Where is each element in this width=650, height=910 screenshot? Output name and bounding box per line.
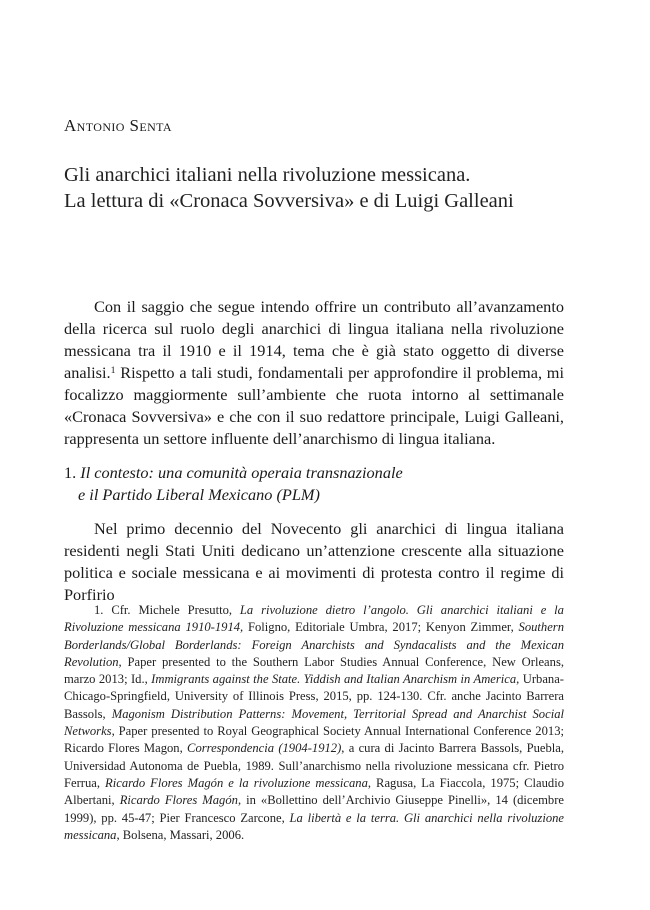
- article-title: [64, 162, 514, 214]
- footnote-citation-title: Magonism Distribution Patterns: Movement, Territorial Spread and Anarchist Social Networks: [64, 706, 564, 739]
- footnote-text: , Bolsena, Massari, 2006.: [116, 827, 245, 842]
- section-title-line-1: Il contesto: una comunità operaia transnazionale: [80, 463, 403, 482]
- footnote-citation-title: Correspondencia (1904-1912): [187, 741, 342, 756]
- section-heading: [64, 462, 403, 506]
- author-name: Antonio Senta: [64, 116, 172, 135]
- footnote-text: , a cura di Jacinto Barrera Bassols, Puebla, Universidad Autonoma de Puebla, 1989. Sull’anarchismo nella rivoluzione messicana cfr. Pietro Ferrua,: [64, 741, 564, 790]
- section-paragraph: Nel primo decennio del Novecento gli anarchici di lingua italiana residenti negli Stati Uniti dedicano un’attenzione crescente alla situazione politica e sociale messicana e ai movimenti di protesta contro il regime di Porfirio: [64, 519, 564, 604]
- footnote-text: Paper presented to the Southern Labor Studies Annual Conference, New Orleans, marzo 2013; Id.,: [64, 654, 564, 687]
- footnote-citation-title: Ricardo Flores Magón: [119, 793, 238, 808]
- footnote-text: , Paper presented to Royal Geographical Society Annual International Conference 2013; Ricardo Flores Magon,: [64, 724, 564, 756]
- footnote-text: 1. Cfr. Michele Presutto,: [94, 603, 240, 617]
- footnote-citation-title: Immigrants against the State. Yiddish and Italian Anarchism in America: [151, 672, 517, 687]
- footnote-citation-title: Southern Borderlands/Global Borderlands: Foreign Anarchists and Syndacalists and the Mexican Revolution,: [64, 620, 565, 669]
- section-title-line-2: e il Partido Liberal Mexicano (PLM): [78, 485, 320, 504]
- intro-paragraph: [64, 296, 564, 450]
- footnote-citation-title: Ricardo Flores Magón e la rivoluzione messicana: [105, 775, 368, 790]
- footnote-text: , Ragusa, La Fiaccola, 1975; Claudio Albertani,: [64, 775, 564, 808]
- footnote: [64, 602, 564, 844]
- footnote-text: Foligno, Editoriale Umbra, 2017; Kenyon Zimmer,: [243, 620, 519, 635]
- intro-text-1: Con il saggio che segue intendo offrire un contributo all’avanzamento della ricerca sul ruolo degli anarchici di lingua italiana nella rivoluzione messicana tra il 1910 e il 1914, tema che è già stato oggetto di diverse analisi.: [64, 297, 564, 382]
- footnote-text: , in «Bollettino dell’Archivio Giuseppe Pinelli», 14 (dicembre 1999), pp. 45-47; Pier Francesco Zarcone,: [64, 793, 564, 825]
- footnote-citation-title: La rivoluzione dietro l’angolo. Gli anarchici italiani e la Rivoluzione messicana 1910-1914,: [64, 603, 564, 635]
- intro-text-2: Rispetto a tali studi, fondamentali per approfondire il problema, mi focalizzo maggiormente sull’ambiente che ruota intorno al settimanale «Cronaca Sovversiva» e che con il suo redattore principale, Luigi Galleani, rappresenta un settore influente dell’anarchismo di lingua italiana.: [64, 363, 564, 448]
- footnote-reference[interactable]: 1: [110, 365, 116, 377]
- section-number: 1.: [64, 463, 81, 482]
- title-line-2: La lettura di «Cronaca Sovversiva» e di Luigi Galleani: [64, 190, 514, 212]
- title-line-1: Gli anarchici italiani nella rivoluzione messicana.: [64, 164, 471, 186]
- footnote-text: , Urbana-Chicago-Springfield, University of Illinois Press, 2015, pp. 124-130. Cfr. anche Jacinto Barrera Bassols,: [64, 672, 564, 721]
- footnote-citation-title: La libertà e la terra. Gli anarchici nella rivoluzione messicana: [64, 810, 565, 842]
